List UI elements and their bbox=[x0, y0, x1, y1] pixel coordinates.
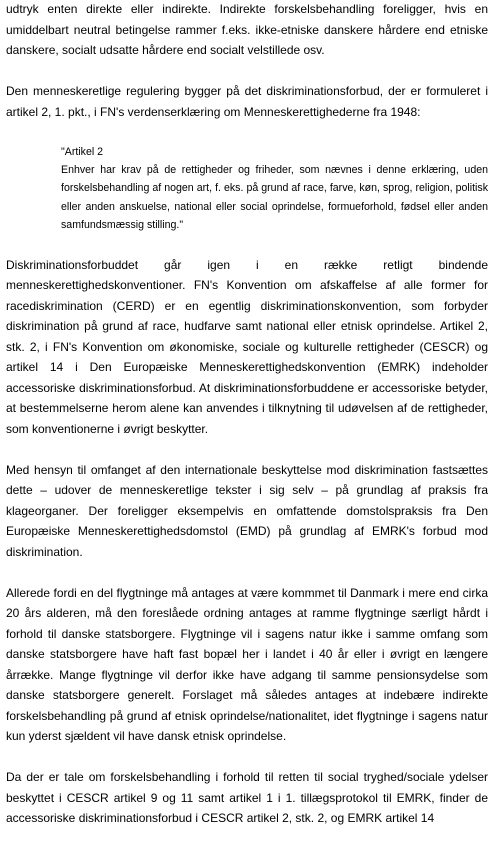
paragraph-intro: udtryk enten direkte eller indirekte. Indirekte forskelsbehandling foreligger, hvis en umiddelbart neutral betingelse rammer f.eks. ikke-etniske danskere hårdere end etniske danskere, socialt udsatte hårdere end socialt velstillede osv. bbox=[6, 2, 488, 57]
paragraph-protection-scope: Med hensyn til omfanget af den internationale beskyttelse mod diskrimination fastsættes dette – udover de menneskeretlige tekster i sig selv – på grundlag af praksis fra klageorganer. Der foreligger eksempelvis en omfattende domstolspraksis fra Den Europæiske Menneskerettighedsdomstol (EMD) på grundlag af EMRK's forbud mod diskrimination. bbox=[6, 462, 488, 559]
quote-heading: "Artikel 2 bbox=[61, 145, 104, 158]
paragraph-social-security: Da der er tale om forskelsbehandling i forhold til retten til social tryghed/sociale ydelser beskyttet i CESCR artikel 9 og 11 samt artikel 1 i 1. tillægsprotokol til EMRK, finder de accessoriske diskriminationsforbud i CESCR artikel 2, stk. 2, og EMRK artikel 14 bbox=[6, 770, 488, 826]
paragraph-conventions: Diskriminationsforbuddet går igen i en række retligt bindende menneskerettighedskonventioner. FN's Konvention om afskaffelse af alle former for racediskrimination (CERD) er en egentlig diskriminationskonvention, som forbyder diskrimination på grund af race, hudfarve samt national eller etnisk oprindelse. Artikel 2, stk. 2, i FN's Konvention om økonomiske, sociale og kulturelle rettigheder (CESCR) og artikel 14 i Den Europæiske Menneskerettighedskonvention (EMRK) indeholder accessoriske diskriminationsforbud. At diskriminationsforbuddene er accessoriske betyder, at bestemmelserne herom alene kan anvendes i tilknytning til udøvelsen af de rettigheder, som konventionerne i øvrigt beskytter. bbox=[6, 257, 488, 436]
quoted-article bbox=[61, 143, 488, 235]
paragraph-refugees: Allerede fordi en del flygtninge må antages at være kommmet til Danmark i mere end cirka 20 års alderen, må den foreslåede ordning antages at ramme flygtninge særligt hårdt i forhold til danske statsborgere. Flygtninge vil i sagens natur ikke i samme omfang som danske statsborgere have haft fast bopæl her i landet i 40 år eller i øvrigt en længere årrække. Mange flygtninge vil derfor ikke have adgang til samme pensionsydelse som danske statsborgere generelt. Forslaget må således antages at indebære indirekte forskelsbehandling på grund af etnisk oprindelse/nationalitet, idet flygtninge i sagens natur kun yderst sjældent vil have dansk etnisk oprindelse. bbox=[6, 585, 488, 744]
quote-body: Enhver har krav på de rettigheder og friheder, som nævnes i denne erklæring, uden forskelsbehandling af nogen art, f. eks. på grund af race, farve, køn, sprog, religion, politisk eller anden anskuelse, national eller social oprindelse, formueforhold, fødsel eller anden samfundsmæssig stilling." bbox=[61, 163, 488, 232]
paragraph-regulation: Den menneskeretlige regulering bygger på det diskriminationsforbud, der er formuleret i artikel 2, 1. pkt., i FN's verdenserklæring om Menneskerettighederne fra 1948: bbox=[6, 84, 488, 119]
document-page bbox=[6, 0, 488, 849]
